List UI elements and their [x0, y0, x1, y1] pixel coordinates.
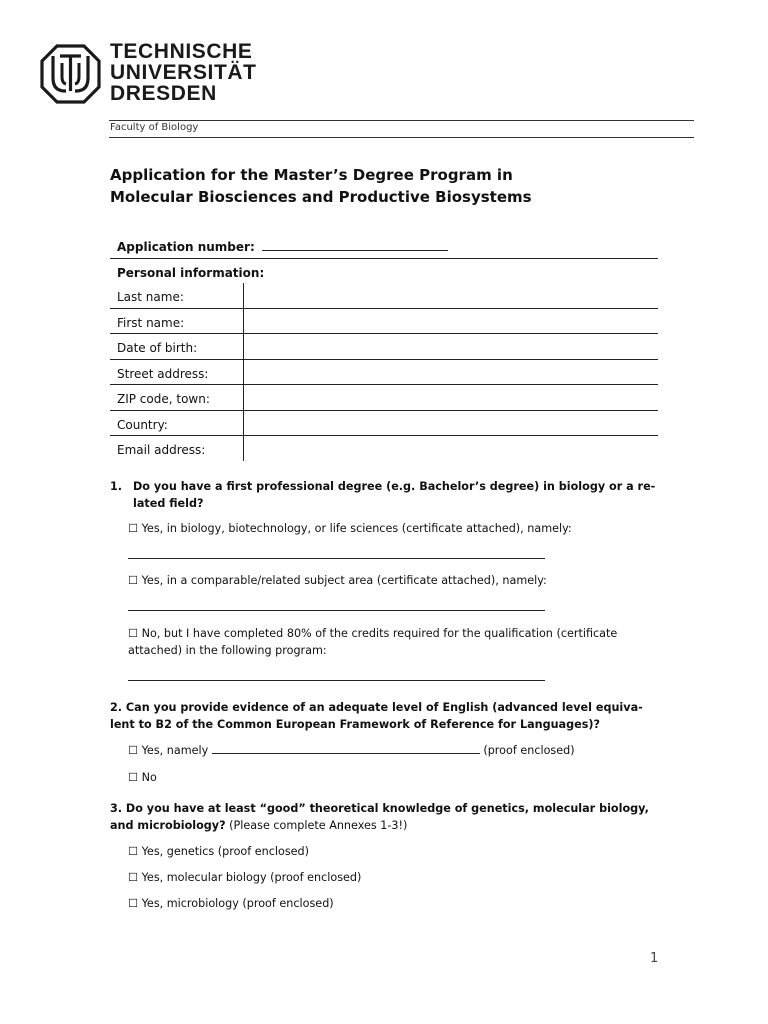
page-title: [110, 164, 532, 208]
date-of-birth-field[interactable]: [244, 334, 658, 359]
q2-option-no[interactable]: ☐ No: [128, 771, 157, 784]
divider: [109, 120, 694, 121]
date-of-birth-label: Date of birth:: [117, 341, 198, 355]
q1-option-biology-blank[interactable]: [128, 558, 545, 559]
email-field[interactable]: [244, 436, 658, 461]
form-row-country: [110, 411, 658, 437]
logo-line-1: TECHNISCHE: [110, 40, 253, 63]
university-name: [110, 41, 257, 104]
email-label: Email address:: [117, 443, 206, 457]
q3-option-molecular-biology[interactable]: ☐ Yes, molecular biology (proof enclosed): [128, 871, 362, 884]
first-name-label: First name:: [117, 315, 185, 330]
zip-town-field[interactable]: [244, 385, 658, 410]
form-row-email: [110, 436, 658, 461]
q1-option-credits-line-1: ☐ No, but I have completed 80% of the credits required for the qualification (certificate: [128, 627, 618, 640]
personal-info-header-row: [110, 259, 658, 284]
question-3: [110, 800, 665, 834]
form-row-date-of-birth: [110, 334, 658, 360]
q2-option-yes-blank[interactable]: [212, 742, 480, 754]
country-field[interactable]: [244, 411, 658, 436]
first-name-field[interactable]: [244, 309, 658, 334]
q3-text-line-2-note: (Please complete Annexes 1-3!): [229, 819, 408, 832]
q2-option-yes-label: ☐ Yes, namely: [128, 744, 209, 757]
street-address-field[interactable]: [244, 360, 658, 385]
title-line-2: Molecular Biosciences and Productive Biosystems: [110, 188, 532, 206]
country-label: Country:: [117, 417, 168, 432]
q1-option-biology[interactable]: ☐ Yes, in biology, biotechnology, or life sciences (certificate attached), namely:: [128, 522, 572, 535]
faculty-label: Faculty of Biology: [110, 122, 199, 133]
application-number-label: Application number:: [117, 240, 255, 254]
q3-text-line-2-bold: and microbiology?: [110, 819, 226, 832]
tu-dresden-logo-icon: [40, 44, 101, 104]
street-address-label: Street address:: [117, 366, 209, 381]
q2-option-yes-suffix: (proof enclosed): [483, 744, 575, 757]
q1-text-line-1: Do you have a first professional degree (e.g. Bachelor’s degree) in biology or a re-: [133, 480, 656, 493]
q1-option-credits-line-2: attached) in the following program:: [128, 644, 327, 657]
last-name-label: Last name:: [117, 290, 184, 304]
q1-option-related-blank[interactable]: [128, 610, 545, 611]
q2-text-line-2: lent to B2 of the Common European Framework of Reference for Languages)?: [110, 718, 600, 731]
form-row-last-name: [110, 283, 658, 309]
q1-text-line-2: lated field?: [133, 497, 204, 510]
logo-line-2: UNIVERSITÄT: [110, 61, 257, 84]
q3-text-line-1: 3. Do you have at least “good” theoretical knowledge of genetics, molecular biology,: [110, 802, 649, 815]
divider: [109, 137, 694, 138]
application-number-field[interactable]: [262, 250, 448, 251]
last-name-field[interactable]: [244, 283, 658, 308]
q1-number: 1.: [110, 480, 123, 493]
form-row-zip-town: [110, 385, 658, 411]
q3-option-genetics[interactable]: ☐ Yes, genetics (proof enclosed): [128, 845, 310, 858]
page-number: 1: [650, 951, 659, 966]
zip-town-label: ZIP code, town:: [117, 392, 210, 406]
question-1: [110, 478, 660, 512]
q1-option-credits-blank[interactable]: [128, 680, 545, 681]
personal-info-form: [110, 233, 658, 461]
q3-option-microbiology[interactable]: ☐ Yes, microbiology (proof enclosed): [128, 897, 334, 910]
title-line-1: Application for the Master’s Degree Program in: [110, 166, 513, 184]
form-row-first-name: [110, 309, 658, 335]
form-row-street-address: [110, 360, 658, 386]
q2-text-line-1: 2. Can you provide evidence of an adequate level of English (advanced level equiva-: [110, 701, 643, 714]
q2-option-yes[interactable]: [128, 742, 608, 759]
question-2: [110, 699, 665, 733]
q1-option-related[interactable]: ☐ Yes, in a comparable/related subject area (certificate attached), namely:: [128, 574, 547, 587]
personal-info-label: Personal information:: [117, 265, 265, 280]
application-number-row: [110, 233, 658, 259]
q1-option-credits[interactable]: [128, 625, 668, 659]
logo-line-3: DRESDEN: [110, 82, 217, 105]
